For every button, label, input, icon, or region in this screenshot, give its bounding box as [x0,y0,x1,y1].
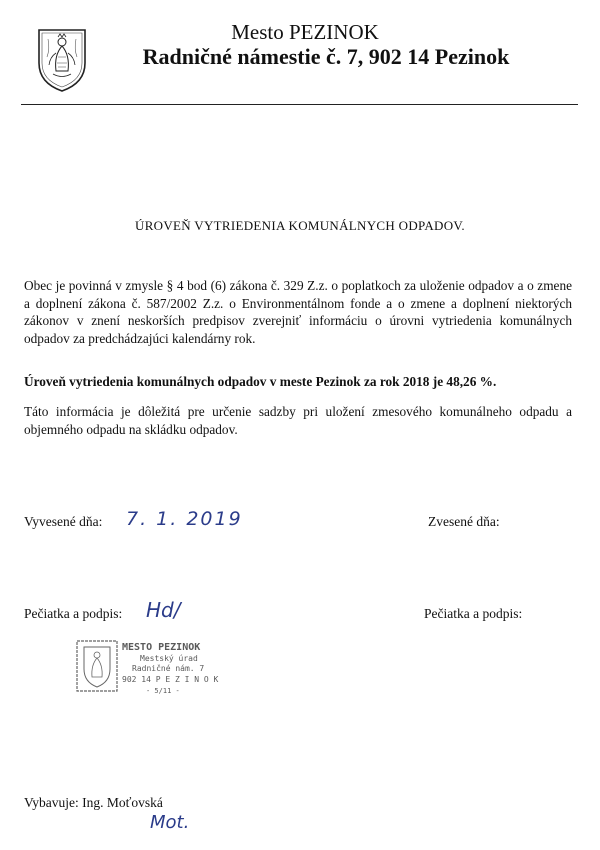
stamp-line-2: Mestský úrad [140,654,198,663]
stamp-line-4: 902 14 P E Z I N O K [122,675,219,684]
stamp-line-3: Radničné nám. 7 [132,664,205,673]
initials-handwritten: Hd/ [146,598,181,622]
stamp-line-1: MESTO PEZINOK [122,642,201,653]
removed-label: Zvesené dňa: [428,514,500,529]
document-title: ÚROVEŇ VYTRIEDENIA KOMUNÁLNYCH ODPADOV. [135,218,465,233]
stamp-line-5: - 5/11 - [146,687,180,695]
paragraph-sorting-rate: Úroveň vytriedenia komunálnych odpadov v meste Pezinok za rok 2018 je 48,26 %. [24,374,497,389]
paragraph-purpose: Táto informácia je dôležitá pre určenie sadzby pri uložení zmesového komunálneho odpadu a objemného odpadu na skládku odpadov. [24,404,572,437]
posted-label: Vyvesené dňa: [24,514,103,529]
header-town: Mesto PEZINOK [231,20,379,44]
posted-date-handwritten: 7. 1. 2019 [126,508,243,530]
prepared-by-label: Vybavuje: Ing. Moťovská [24,795,163,810]
stamp-label-right: Pečiatka a podpis: [424,606,523,621]
prepared-by-signature: Mot. [150,812,190,833]
paragraph-legal-basis: Obec je povinná v zmysle § 4 bod (6) zákona č. 329 Z.z. o poplatkoch za uloženie odpadov a o zmene a doplnení zákona č. 587/2002 Z.z. o Environmentálnom fonde a o zmene a doplnení niektorých zákonov v znení neskorších predpisov zverejniť informáciu o úrovni vytriedenia komunálnych odpadov za predchádzajúci kalendárny rok. [24,278,572,347]
header-divider [21,104,578,105]
official-stamp [76,639,236,699]
stamp-label-left: Pečiatka a podpis: [24,606,123,621]
header-address: Radničné námestie č. 7, 902 14 Pezinok [142,44,510,69]
